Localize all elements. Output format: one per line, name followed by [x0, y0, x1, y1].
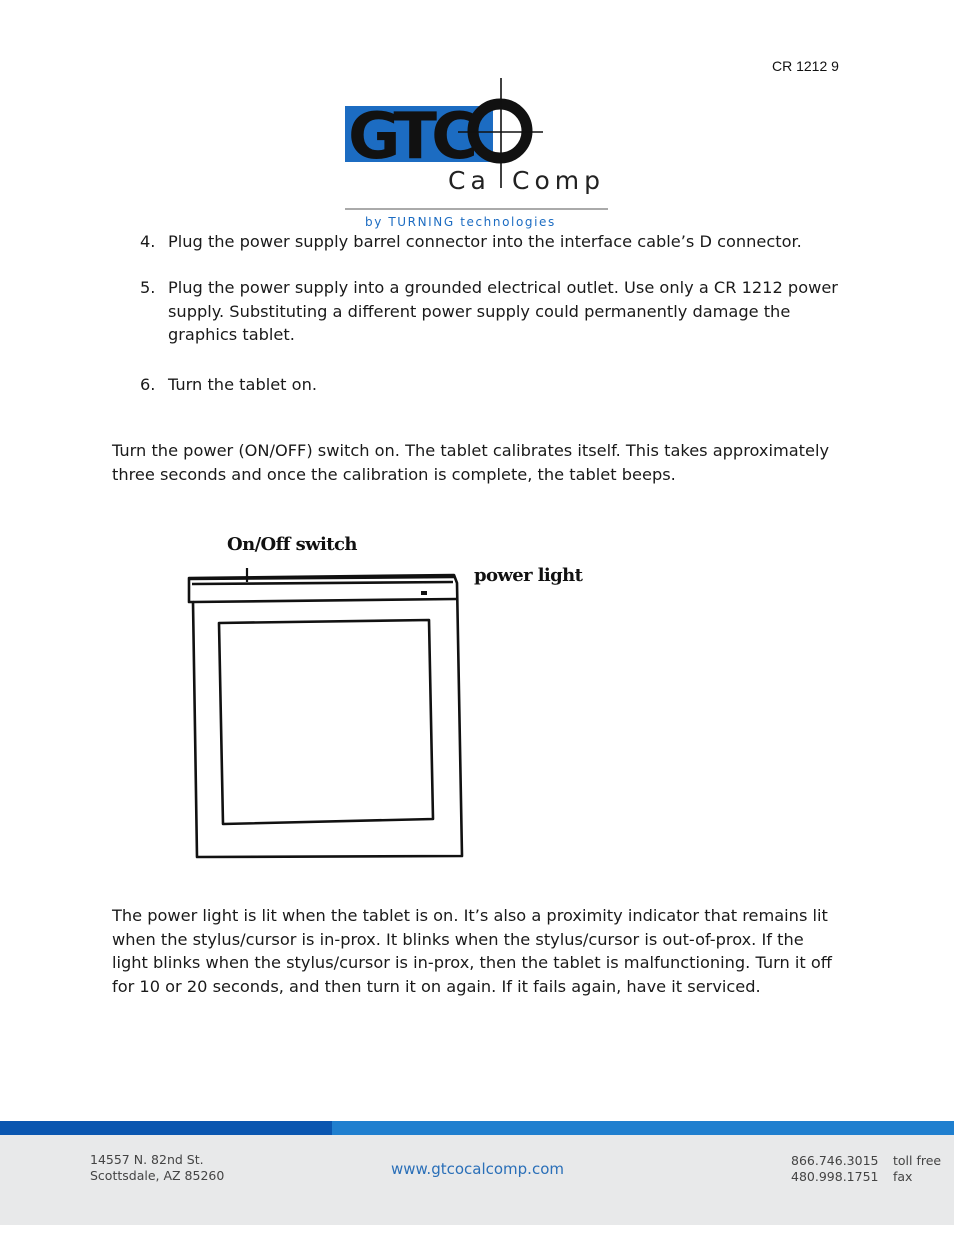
paragraph-line: when the stylus/cursor is in-prox. It blinks when the stylus/cursor is out-of-prox. If the [112, 929, 804, 949]
footer-phones [791, 1153, 878, 1185]
power-light-paragraph [112, 904, 842, 998]
paragraph-line: three seconds and once the calibration is complete, the tablet beeps. [112, 464, 676, 484]
calibration-paragraph [112, 439, 842, 486]
footer-bar-light [332, 1121, 954, 1135]
step-number: 4. [140, 232, 156, 251]
on-off-switch-label: On/Off switch [227, 534, 357, 555]
step-text: Plug the power supply barrel connector into the interface cable’s D connector. [168, 232, 802, 251]
step-text: Turn the tablet on. [168, 375, 317, 394]
paragraph-line: for 10 or 20 seconds, and then turn it on again. If it fails again, have it serviced. [112, 976, 761, 996]
paragraph-line: light blinks when the stylus/cursor is in-prox, then the tablet is malfunctioning. Turn it off [112, 953, 832, 972]
phone-fax: 480.998.1751 [791, 1169, 879, 1184]
step-text-line: Plug the power supply into a grounded electrical outlet. Use only a CR 1212 power [168, 278, 838, 297]
phone-toll-free: 866.746.3015 [791, 1153, 879, 1168]
step-number: 5. [140, 278, 156, 297]
tablet-drawing [185, 528, 605, 868]
gtco-calcomp-logo [340, 78, 620, 230]
step-text-line: graphics tablet. [168, 325, 295, 344]
svg-text:Ca: Ca [448, 166, 491, 195]
toll-free-label: toll free [893, 1153, 942, 1168]
tablet-diagram [185, 528, 605, 868]
svg-text:GTC: GTC [348, 100, 473, 174]
address-line: Scottsdale, AZ 85260 [90, 1168, 225, 1183]
svg-text:Comp: Comp [512, 166, 605, 195]
step-number: 6. [140, 375, 156, 394]
svg-text:by TURNING technologies: by TURNING technologies [365, 215, 556, 229]
website-link[interactable]: www.gtcocalcomp.com [391, 1160, 564, 1178]
paragraph-line: Turn the power (ON/OFF) switch on. The tablet calibrates itself. This takes approximately [112, 441, 830, 460]
power-light-marker [421, 591, 427, 595]
paragraph-line: The power light is lit when the tablet is on. It’s also a proximity indicator that remains lit [112, 906, 828, 925]
footer-phone-labels [893, 1153, 941, 1185]
step-text-line: supply. Substituting a different power supply could permanently damage the [168, 301, 791, 321]
logo-graphic [340, 78, 620, 230]
footer-bar-dark [0, 1121, 332, 1135]
power-light-label: power light [474, 565, 583, 586]
page-number: CR 1212 9 [772, 58, 839, 74]
address-line: 14557 N. 82nd St. [90, 1152, 204, 1167]
footer-address [90, 1152, 224, 1184]
fax-label: fax [893, 1169, 913, 1184]
step-text [168, 276, 838, 347]
